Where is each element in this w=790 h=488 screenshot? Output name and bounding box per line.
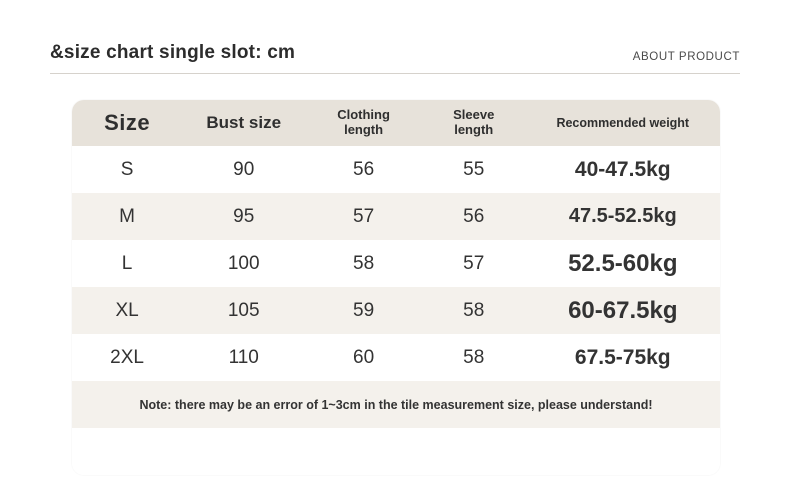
table-footer-spacer (72, 428, 720, 475)
cell-weight: 52.5-60kg (526, 240, 720, 287)
column-header-bust-size: Bust size (206, 113, 282, 132)
cell-size: 2XL (72, 334, 182, 381)
page-title: &size chart single slot: cm (50, 42, 296, 64)
size-chart-card (72, 100, 720, 475)
cell-length: 59 (305, 287, 422, 334)
cell-size: L (72, 240, 182, 287)
column-header-clothing-length-line1: Clothing (337, 107, 390, 123)
table-row (72, 240, 720, 287)
size-chart-table (72, 100, 720, 475)
cell-weight: 60-67.5kg (526, 287, 720, 334)
cell-weight: 47.5-52.5kg (526, 193, 720, 240)
cell-bust: 90 (182, 146, 305, 193)
column-header-clothing-length-line2: length (344, 122, 384, 137)
table-row (72, 287, 720, 334)
cell-sleeve: 58 (422, 334, 526, 381)
column-header-recommended-weight: Recommended weight (556, 116, 690, 130)
cell-bust: 100 (182, 240, 305, 287)
cell-bust: 105 (182, 287, 305, 334)
cell-sleeve: 56 (422, 193, 526, 240)
cell-length: 57 (305, 193, 422, 240)
column-header-size: Size (104, 110, 151, 135)
cell-size: M (72, 193, 182, 240)
cell-length: 60 (305, 334, 422, 381)
column-header-sleeve-length (422, 100, 526, 146)
page-header (50, 28, 740, 74)
column-header-sleeve-length-line2: length (454, 122, 494, 137)
cell-weight: 40-47.5kg (526, 146, 720, 193)
column-header-sleeve-length-line1: Sleeve (453, 107, 495, 123)
table-row (72, 146, 720, 193)
header-subtitle: ABOUT PRODUCT (632, 51, 740, 63)
cell-sleeve: 57 (422, 240, 526, 287)
cell-length: 56 (305, 146, 422, 193)
cell-sleeve: 55 (422, 146, 526, 193)
measurement-note: Note: there may be an error of 1~3cm in the tile measurement size, please understand! (72, 381, 720, 428)
cell-bust: 110 (182, 334, 305, 381)
cell-size: S (72, 146, 182, 193)
footer-spacer-cell (72, 428, 720, 475)
table-header-row (72, 100, 720, 146)
cell-length: 58 (305, 240, 422, 287)
table-row (72, 193, 720, 240)
cell-size: XL (72, 287, 182, 334)
table-row (72, 334, 720, 381)
cell-sleeve: 58 (422, 287, 526, 334)
column-header-clothing-length (305, 100, 422, 146)
cell-weight: 67.5-75kg (526, 334, 720, 381)
table-note-row (72, 381, 720, 428)
cell-bust: 95 (182, 193, 305, 240)
